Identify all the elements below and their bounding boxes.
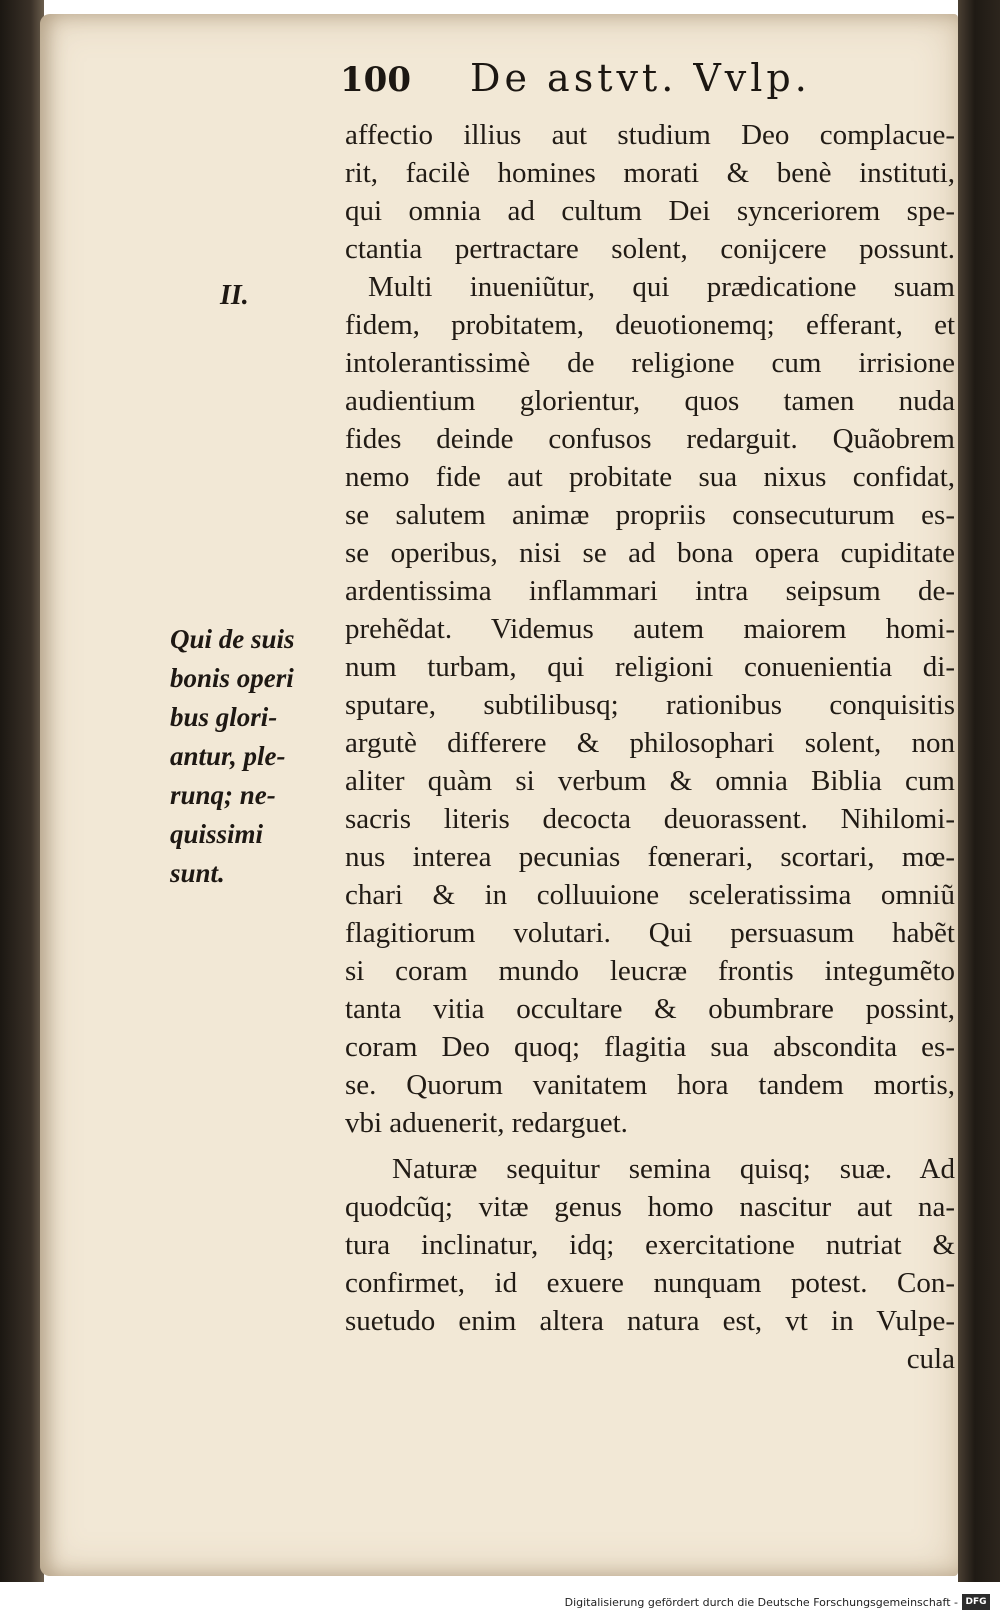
- text-line: ardentissima inflammari intra seipsum de-: [345, 575, 955, 607]
- text-line: Naturæ sequitur semina quisq; suæ. Ad: [392, 1153, 955, 1185]
- page-number: 100: [340, 60, 411, 100]
- text-line: tura inclinatur, idq; exercitatione nutriat &: [345, 1229, 955, 1261]
- text-line: vbi aduenerit, redarguet.: [345, 1107, 628, 1139]
- gloss-line: sunt.: [170, 858, 225, 888]
- text-line: rit, facilè homines morati & benè instituti,: [345, 157, 955, 189]
- text-line: se. Quorum vanitatem hora tandem mortis,: [345, 1069, 955, 1101]
- text-line: qui omnia ad cultum Dei synceriorem spe-: [345, 195, 955, 227]
- text-line: affectio illius aut studium Deo complacue-: [345, 119, 955, 151]
- text-line: coram Deo quoq; flagitia sua abscondita es-: [345, 1031, 955, 1063]
- text-line: ctantia pertractare solent, conijcere possunt.: [345, 233, 955, 265]
- text-line: prehẽdat. Videmus autem maiorem homi-: [345, 613, 955, 645]
- digitization-credit: Digitalisierung gefördert durch die Deutsche Forschungsgemeinschaft -: [564, 1596, 958, 1609]
- text-line: num turbam, qui religioni conuenientia di-: [345, 651, 955, 683]
- gloss-line: bonis operi: [170, 663, 294, 693]
- page-edge-shadow: [958, 0, 1000, 1582]
- gloss-line: bus glori-: [170, 702, 278, 732]
- margin-numeral: II.: [220, 280, 249, 311]
- margin-gloss: [170, 620, 295, 893]
- text-line: se salutem animæ propriis consecuturum es-: [345, 499, 955, 531]
- text-line: fidem, probitatem, deuotionemq; efferant, et: [345, 309, 955, 341]
- text-line: si coram mundo leucræ frontis integumẽto: [345, 955, 955, 987]
- book-spine-shadow: [0, 0, 44, 1582]
- gloss-line: antur, ple-: [170, 741, 286, 771]
- text-line: suetudo enim altera natura est, vt in Vulpe-: [345, 1305, 955, 1337]
- footer-bar: [0, 1582, 1000, 1620]
- gloss-line: Qui de suis: [170, 624, 295, 654]
- text-line: intolerantissimè de religione cum irrisione: [345, 347, 955, 379]
- text-line: tanta vitia occultare & obumbrare possint,: [345, 993, 955, 1025]
- text-line: sacris literis decocta deuorassent. Nihilomi-: [345, 803, 955, 835]
- gloss-line: quissimi: [170, 819, 264, 849]
- text-line: Multi inueniũtur, qui prædicatione suam: [368, 271, 955, 303]
- running-head: De astvt. Vvlp.: [470, 56, 811, 100]
- text-line: sputare, subtilibusq; rationibus conquisitis: [345, 689, 955, 721]
- text-line: nemo fide aut probitate sua nixus confidat,: [345, 461, 955, 493]
- text-line: confirmet, id exuere nunquam potest. Con-: [345, 1267, 955, 1299]
- text-line: fides deinde confusos redarguit. Quãobrem: [345, 423, 955, 455]
- text-line: se operibus, nisi se ad bona opera cupiditate: [345, 537, 955, 569]
- text-line: flagitiorum volutari. Qui persuasum habẽt: [345, 917, 955, 949]
- text-line: audientium glorientur, quos tamen nuda: [345, 385, 955, 417]
- text-line: quodcũq; vitæ genus homo nascitur aut na-: [345, 1191, 955, 1223]
- text-line: argutè differere & philosophari solent, non: [345, 727, 955, 759]
- gloss-line: runq; ne-: [170, 780, 276, 810]
- text-line: nus interea pecunias fœnerari, scortari, mœ-: [345, 841, 955, 873]
- text-line: chari & in colluuione sceleratissima omniũ: [345, 879, 955, 911]
- catchword: cula: [906, 1343, 955, 1375]
- dfg-logo: DFG: [962, 1594, 990, 1610]
- text-line: aliter quàm si verbum & omnia Biblia cum: [345, 765, 955, 797]
